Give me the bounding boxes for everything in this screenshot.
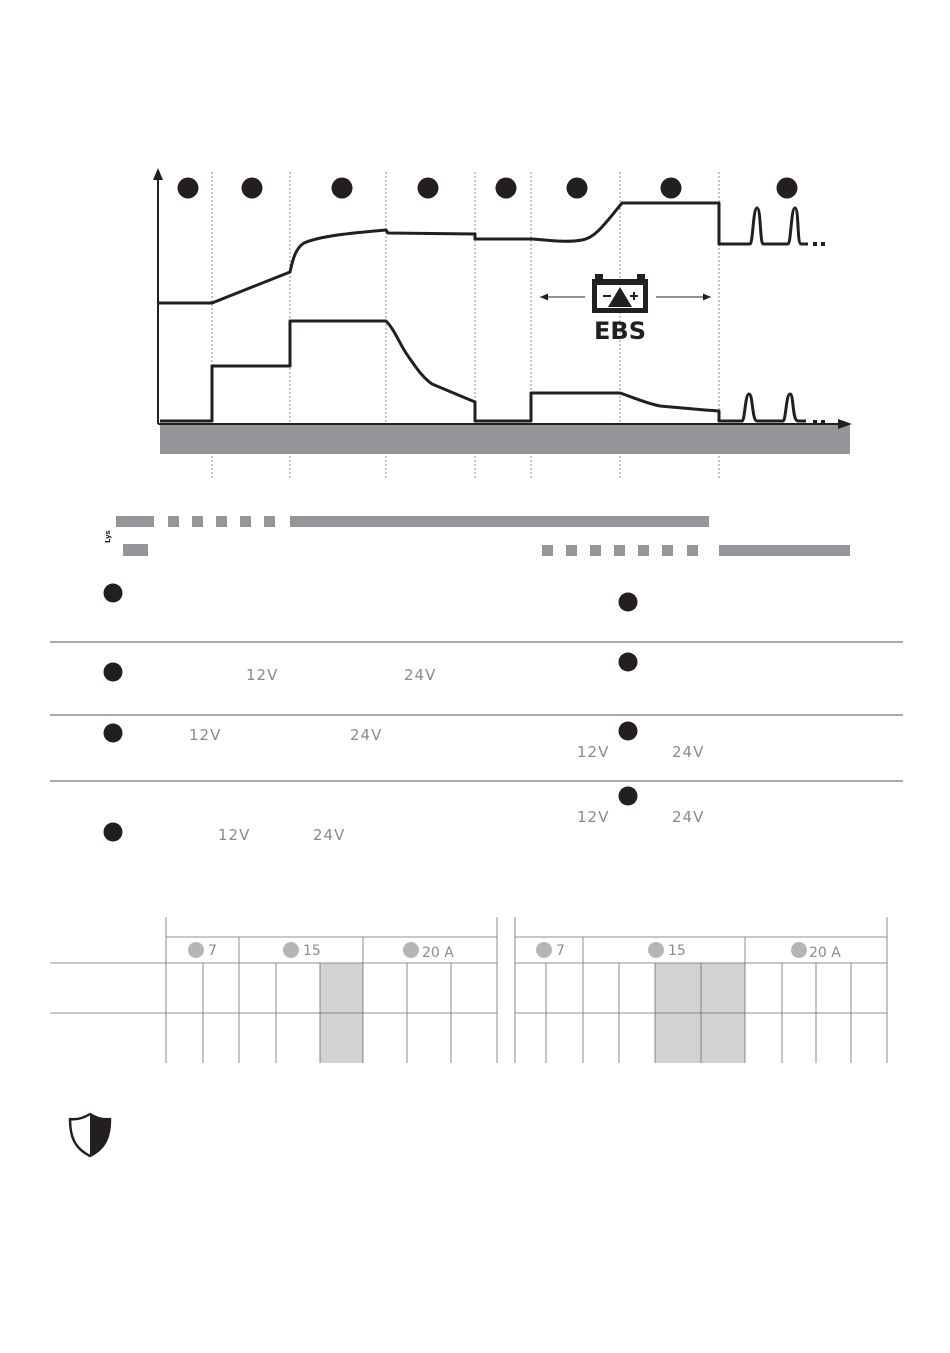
- voltage-label: 24V: [404, 666, 437, 684]
- voltage-label: 12V: [577, 808, 610, 826]
- indicator-lights: [104, 516, 850, 556]
- current-indicator-icon: [403, 942, 419, 958]
- current-label: 20 A: [809, 945, 841, 961]
- voltage-label: 12V: [246, 666, 279, 684]
- indicator-row-2: [123, 544, 850, 556]
- indicator-row-1: [116, 516, 709, 527]
- ebs-indicator: [540, 274, 711, 345]
- current-label: 15: [668, 943, 686, 959]
- current-indicator-icon: [536, 942, 552, 958]
- current-curve: [160, 321, 806, 421]
- shield-icon: [70, 1114, 110, 1156]
- legend-marker: [104, 584, 123, 603]
- current-indicator-icon: [791, 942, 807, 958]
- baseline-bar: [160, 425, 850, 454]
- voltage-continuation: [813, 242, 825, 246]
- current-label: 20 A: [422, 945, 454, 961]
- voltage-label: 24V: [672, 743, 705, 761]
- voltage-curve: [158, 203, 808, 303]
- legend-marker: [104, 724, 123, 743]
- voltage-label: 12V: [218, 826, 251, 844]
- voltage-label: 12V: [189, 726, 222, 744]
- voltage-label: 24V: [672, 808, 705, 826]
- ebs-label: EBS: [594, 317, 646, 345]
- step-marker: [777, 178, 798, 199]
- legend-marker: [619, 787, 638, 806]
- step-marker: [567, 178, 588, 199]
- step-marker: [661, 178, 682, 199]
- voltage-label: 12V: [577, 743, 610, 761]
- current-indicator-icon: [283, 942, 299, 958]
- arrow-right-icon: [703, 294, 711, 301]
- arrow-left-icon: [540, 294, 548, 301]
- axes: [153, 168, 852, 429]
- current-label: 7: [208, 943, 217, 959]
- step-legend: [50, 584, 903, 845]
- lys-label: Lys: [104, 530, 112, 543]
- legend-marker: [104, 663, 123, 682]
- voltage-label: 24V: [313, 826, 346, 844]
- legend-marker: [104, 823, 123, 842]
- step-markers: [178, 178, 798, 199]
- step-marker: [178, 178, 199, 199]
- step-marker: [332, 178, 353, 199]
- voltage-label: 24V: [350, 726, 383, 744]
- step-marker: [418, 178, 439, 199]
- legend-marker: [619, 653, 638, 672]
- step-marker: [496, 178, 517, 199]
- legend-marker: [619, 722, 638, 741]
- battery-icon: [592, 274, 648, 313]
- current-label: 7: [556, 943, 565, 959]
- current-label: 15: [303, 943, 321, 959]
- step-marker: [242, 178, 263, 199]
- current-table-1: [50, 917, 497, 1063]
- current-table-2: [515, 917, 887, 1063]
- legend-marker: [619, 593, 638, 612]
- current-indicator-icon: [188, 942, 204, 958]
- current-indicator-icon: [648, 942, 664, 958]
